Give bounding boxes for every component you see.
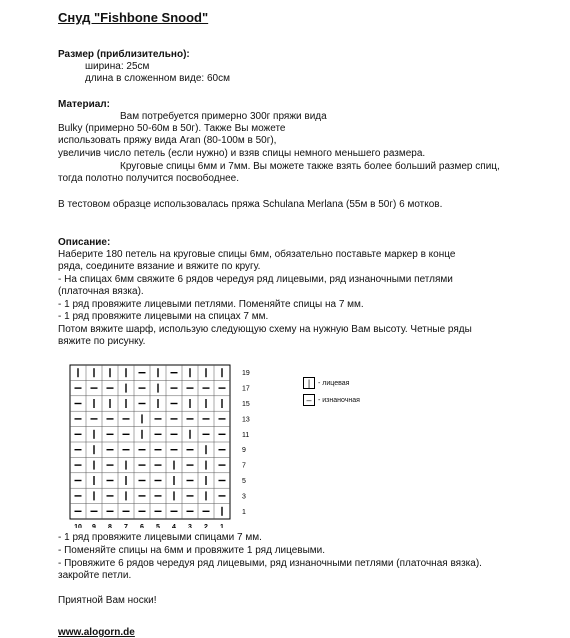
column-label: 1	[220, 524, 224, 528]
size-width: ширина: 25см	[85, 61, 150, 72]
row-label: 13	[242, 416, 250, 424]
row-label: 15	[242, 401, 250, 408]
material-line: Bulky (примерно 50-60м в 50г). Также Вы можете	[58, 123, 286, 134]
description-line: Потом вяжите шарф, использую следующую схему на нужную Вам высоту. Четные ряды	[58, 324, 472, 335]
footer-url: www.alogorn.de	[58, 627, 135, 638]
chart-row-labels	[242, 370, 250, 516]
material-heading: Материал:	[58, 99, 110, 110]
description-line: - На спицах 6мм свяжите 6 рядов чередуя ряд лицевыми, ряд изнаночными петлями	[58, 274, 453, 285]
row-label: 1	[242, 508, 246, 516]
row-label: 3	[242, 493, 246, 501]
column-label: 6	[140, 524, 144, 528]
purl-symbol-icon: –	[303, 394, 315, 406]
material-line: тогда полотно получится посвободнее.	[58, 173, 240, 184]
column-label: 5	[156, 524, 160, 528]
chart-col-labels	[74, 524, 224, 528]
material-line: увеличив число петель (если нужно) и взяв спицы немного меньшего размера.	[58, 148, 426, 159]
document-title: Снуд "Fishbone Snood"	[58, 10, 209, 25]
description-line: - 1 ряд провяжите лицевыми петлями. Поменяйте спицы на 7 мм.	[58, 299, 364, 310]
material-sample: В тестовом образце использовалась пряжа Schulana Merlana (55м в 50г) 6 мотков.	[58, 199, 443, 210]
material-line: Круговые спицы 6мм и 7мм. Вы можете также взять более больший размер спиц,	[120, 161, 500, 172]
row-label: 11	[242, 431, 250, 439]
row-label: 7	[242, 462, 246, 470]
row-label: 5	[242, 478, 246, 485]
description-line: ряда, соедините вязание и вяжите по кругу.	[58, 261, 261, 272]
column-label: 10	[74, 524, 82, 528]
finishing-line: - Провяжите 6 рядов чередуя ряд лицевыми, ряд изнаночными петлями (платочная вязка).	[58, 558, 482, 569]
knitting-chart	[68, 364, 258, 528]
finishing-line: - Поменяйте спицы на 6мм и провяжите 1 ряд лицевыми.	[58, 545, 326, 556]
purl-legend-label: - изнаночная	[318, 397, 360, 404]
description-heading: Описание:	[58, 237, 111, 248]
column-label: 7	[124, 524, 128, 528]
material-line: использовать пряжу вида Aran (80-100м в 50г),	[58, 135, 277, 146]
size-heading: Размер (приблизительно):	[58, 49, 190, 60]
row-label: 19	[242, 370, 250, 378]
column-label: 2	[204, 524, 208, 528]
closing-line: Приятной Вам носки!	[58, 595, 157, 606]
description-line: - 1 ряд провяжите лицевыми на спицах 7 мм.	[58, 311, 269, 322]
finishing-line: закройте петли.	[58, 570, 132, 581]
column-label: 8	[108, 524, 112, 528]
description-line: (платочная вязка).	[58, 286, 144, 297]
chart-grid	[70, 365, 230, 519]
column-label: 3	[188, 524, 192, 528]
row-label: 17	[242, 385, 250, 393]
finishing-line: - 1 ряд провяжите лицевыми спицами 7 мм.	[58, 532, 262, 543]
description-line: Наберите 180 петель на круговые спицы 6мм, обязательно поставьте маркер в конце	[58, 249, 456, 260]
description-line: вяжите по рисунку.	[58, 336, 146, 347]
row-label: 9	[242, 447, 246, 455]
knit-legend-label: - лицевая	[318, 380, 350, 387]
column-label: 4	[172, 524, 176, 528]
column-label: 9	[92, 524, 96, 528]
knit-symbol-icon: |	[303, 377, 315, 389]
material-line: Вам потребуется примерно 300г пряжи вида	[120, 111, 327, 122]
size-length: длина в сложенном виде: 60см	[85, 73, 230, 84]
